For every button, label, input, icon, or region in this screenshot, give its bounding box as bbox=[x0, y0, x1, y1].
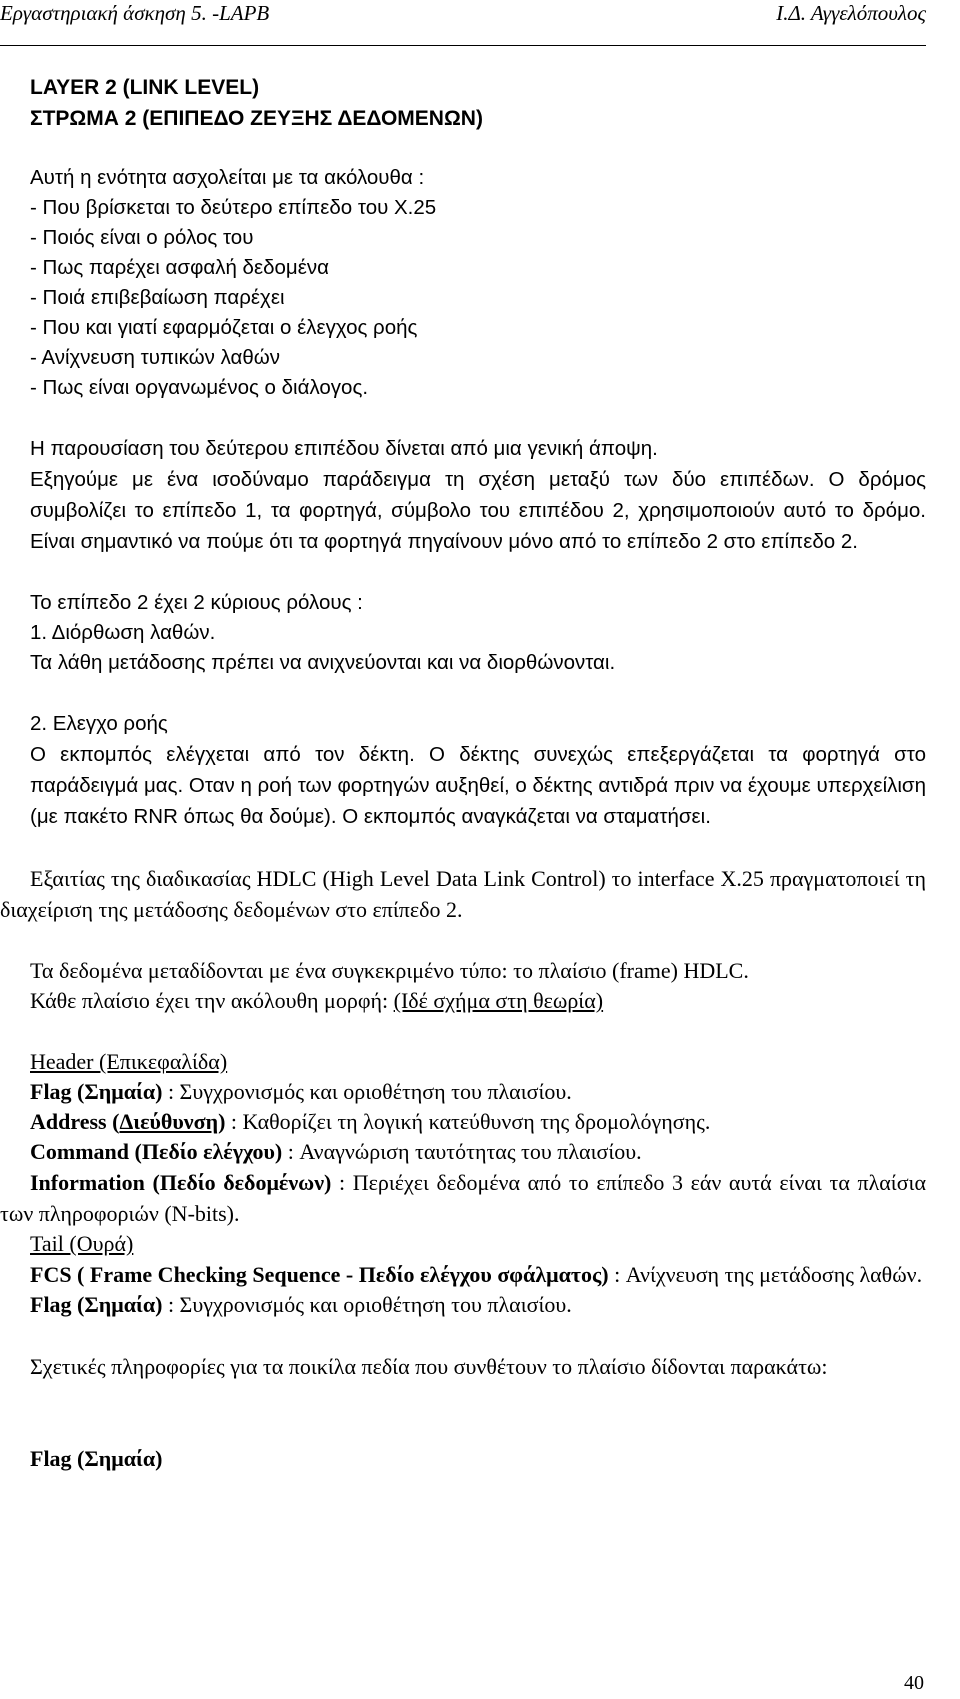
frame-fields bbox=[0, 1047, 926, 1320]
field-address-term-b: Διεύθυνση bbox=[119, 1109, 219, 1134]
roles-lead: Το επίπεδο 2 έχει 2 κύριους ρόλους : bbox=[30, 591, 363, 614]
intro-item: - Ανίχνευση τυπικών λαθών bbox=[30, 346, 281, 369]
presentation-paragraph: Εξηγούμε με ένα ισοδύναμο παράδειγμα τη σχέση μεταξύ των δύο επιπέδων. Ο δρόμος συμβολίζει το επίπεδο 1, τα φορτηγά, σύμβολο του επιπέδου 2, χρησιμοποιούν αυτό το δρόμο. Είναι σημαντικό να πούμε ότι τα φορτηγά πηγαίνουν μόνο από το επίπεδο 2 στο επίπεδο 2. bbox=[30, 468, 926, 553]
field-command-desc: : Αναγνώριση ταυτότητας του πλαισίου. bbox=[282, 1139, 642, 1164]
header-right-text: Ι.Δ. Αγγελόπουλος bbox=[776, 1, 926, 25]
frame-line-2-text: Κάθε πλαίσιο έχει την ακόλουθη μορφή: bbox=[30, 988, 394, 1013]
see-figure-note: (Ιδέ σχήμα στη θεωρία) bbox=[393, 988, 604, 1013]
role-1-text: Τα λάθη μετάδοσης πρέπει να ανιχνεύονται και να διορθώνονται. bbox=[30, 651, 616, 674]
field-flag bbox=[0, 1077, 926, 1107]
header-label: Header (Επικεφαλίδα) bbox=[30, 1049, 228, 1074]
title-line-1: LAYER 2 (LINK LEVEL) bbox=[30, 76, 260, 99]
field-fcs bbox=[0, 1259, 926, 1290]
hdlc-paragraph: Εξαιτίας της διαδικασίας HDLC (High Level Data Link Control) το interface X.25 πραγματοποιεί τη διαχείριση της μετάδοσης δεδομένων στο επίπεδο 2. bbox=[0, 866, 926, 922]
roles-section bbox=[0, 588, 926, 832]
section-title bbox=[0, 72, 926, 134]
intro-item: - Που βρίσκεται το δεύτερο επίπεδο του X.25 bbox=[30, 196, 437, 219]
role-2-title: 2. Ελεγχο ροής bbox=[30, 712, 168, 735]
field-address-term-a: Address ( bbox=[30, 1109, 120, 1134]
field-flag-2 bbox=[0, 1290, 926, 1320]
field-flag-2-term: Flag (Σημαία) bbox=[30, 1292, 163, 1317]
field-address bbox=[0, 1107, 926, 1137]
page-number: 40 bbox=[904, 1672, 924, 1694]
field-flag-desc: : Συγχρονισμός και οριοθέτηση του πλαισίου. bbox=[162, 1079, 572, 1104]
intro-lead: Αυτή η ενότητα ασχολείται με τα ακόλουθα : bbox=[30, 166, 425, 189]
field-address-desc: : Καθορίζει τη λογική κατεύθυνση της δρομολόγησης. bbox=[225, 1109, 711, 1134]
frame-line-1: Τα δεδομένα μεταδίδονται με ένα συγκεκριμένο τύπο: το πλαίσιο (frame) HDLC. bbox=[30, 958, 749, 983]
tail-label: Tail (Ουρά) bbox=[30, 1231, 134, 1256]
header-left-text: Εργαστηριακή άσκηση 5. -LAPB bbox=[0, 1, 270, 25]
presentation-section bbox=[0, 434, 926, 557]
presentation-line: Η παρουσίαση του δεύτερου επιπέδου δίνεται από μια γενική άποψη. bbox=[30, 437, 658, 460]
intro-item: - Πως είναι οργανωμένος ο διάλογος. bbox=[30, 376, 369, 399]
field-address-term-c: ) bbox=[218, 1109, 226, 1134]
hdlc-section bbox=[0, 863, 926, 1474]
intro-item: - Ποιά επιβεβαίωση παρέχει bbox=[30, 286, 285, 309]
role-1-title: 1. Διόρθωση λαθών. bbox=[30, 621, 216, 644]
intro-item: - Που και γιατί εφαρμόζεται ο έλεγχος ροής bbox=[30, 316, 418, 339]
field-flag-term: Flag (Σημαία) bbox=[30, 1079, 163, 1104]
field-information-desc: : Περιέχει δεδομένα από το επίπεδο 3 εάν αυτά είναι τα πλαίσια των πληροφοριών (N-bits). bbox=[0, 1170, 927, 1226]
field-flag-2-desc: : Συγχρονισμός και οριοθέτηση του πλαισίου. bbox=[162, 1292, 572, 1317]
header-rule bbox=[0, 45, 926, 46]
field-command bbox=[0, 1137, 926, 1167]
field-fcs-term: FCS ( Frame Checking Sequence - Πεδίο ελέγχου σφάλματος) bbox=[30, 1262, 609, 1287]
intro-item: - Πως παρέχει ασφαλή δεδομένα bbox=[30, 256, 329, 279]
field-command-term: Command (Πεδίο ελέγχου) bbox=[30, 1139, 283, 1164]
title-line-2: ΣΤΡΩΜΑ 2 (ΕΠΙΠΕΔΟ ΖΕΥΞΗΣ ΔΕΔΟΜΕΝΩΝ) bbox=[30, 107, 483, 130]
document-body bbox=[0, 72, 926, 1474]
role-2-text: Ο εκπομπός ελέγχεται από τον δέκτη. Ο δέκτης συνεχώς επεξεργάζεται τα φορτηγά στο παράδειγμά μας. Οταν η ροή των φορτηγών αυξηθεί, ο δέκτης αντιδρά πριν να έχουμε υπερχείλιση (με πακέτο RNR όπως θα δούμε). Ο εκπομπός αναγκάζεται να σταματήσει. bbox=[30, 743, 926, 828]
intro-list bbox=[0, 163, 926, 403]
page-header bbox=[0, 0, 960, 50]
field-information bbox=[0, 1167, 926, 1229]
field-information-term: Information (Πεδίο δεδομένων) bbox=[30, 1170, 332, 1195]
flag-heading: Flag (Σημαία) bbox=[30, 1446, 163, 1471]
related-paragraph: Σχετικές πληροφορίες για τα ποικίλα πεδία που συνθέτουν το πλαίσιο δίδονται παρακάτω: bbox=[30, 1354, 828, 1379]
field-fcs-desc: : Ανίχνευση της μετάδοσης λαθών. bbox=[608, 1262, 923, 1287]
frame-line-2 bbox=[30, 986, 926, 1016]
intro-item: - Ποιός είναι ο ρόλος του bbox=[30, 226, 254, 249]
